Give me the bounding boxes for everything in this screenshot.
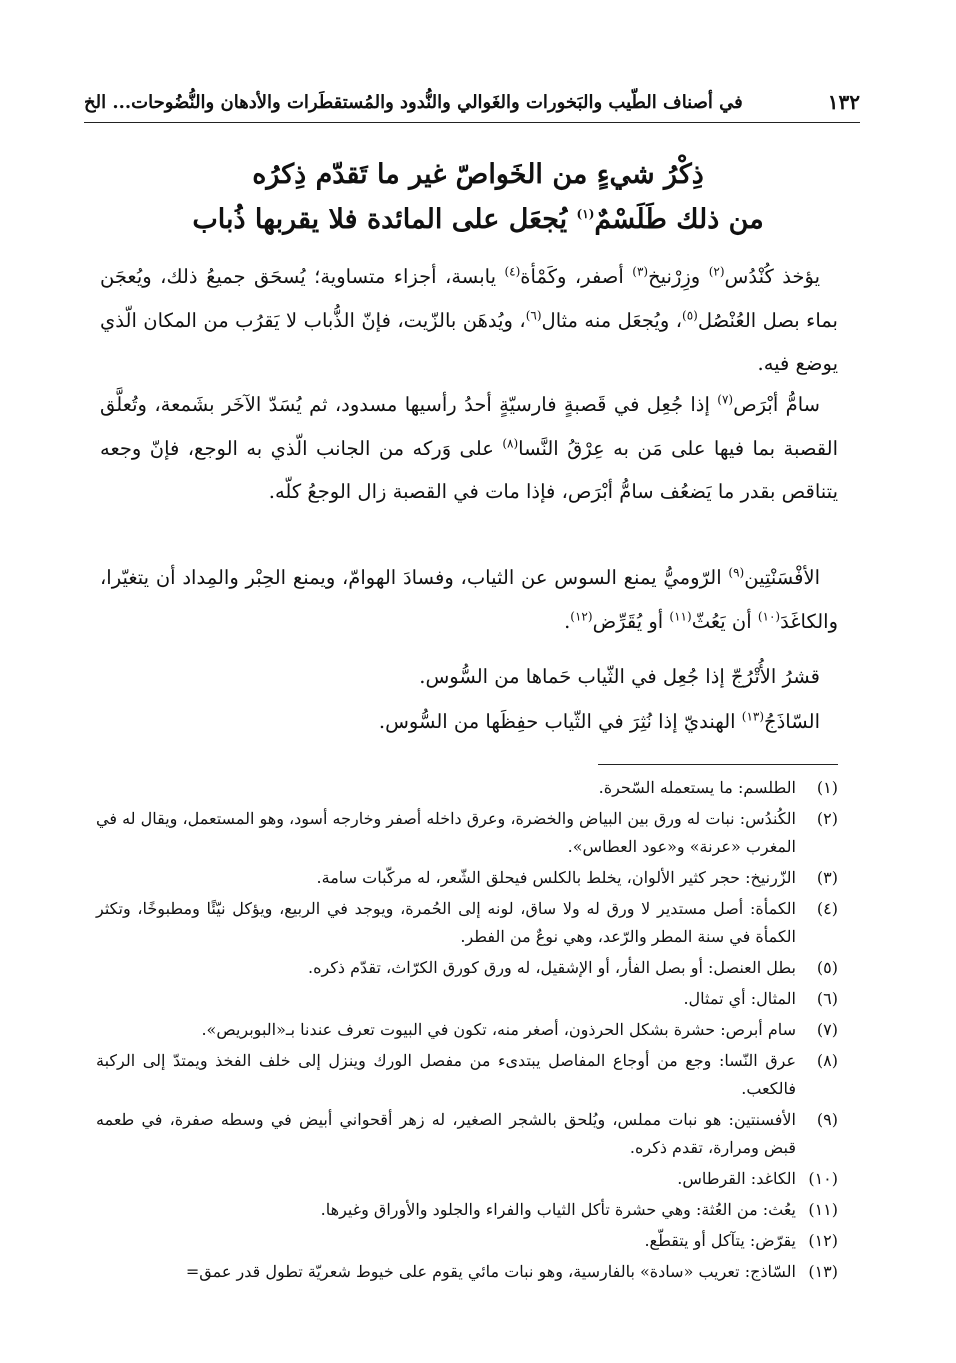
paragraph-4: قشرُ الأُتْرُجّ إذا جُعِل في الثّياب حَماها من السُّوس. <box>419 665 820 688</box>
footnote-item: (٥) بطل العنصل: أو بصل الفأر، أو الإشقيل، له ورق كورق الكرّاث، تقدّم ذكره. <box>307 958 838 977</box>
footnote-item: (٧) سام أبرص: حشرة بشكل الحرذون، أصغر منه، تكون في البيوت تعرف عندنا بـ«البوبريص». <box>201 1020 838 1039</box>
footnote-ref: (٥) <box>682 308 698 322</box>
footnote-item: (١) الطلسم: ما يستعمله السّحرة. <box>598 778 838 797</box>
paragraph-2: سامُّ أبْرَص$^{(٧)}$ إذا جُعِل في قَصبةٍ فارسيّةٍ أحدُ رأسيها مسدود، ثم يُسَدّ الآخَر بشَمعة، وتُعلَّق القصبة بما فيها على مَن به عِرْقُ النَّسا$^{(٨)}$ على وَركه من الجانب الّذي به الوجع، فإنّ وجعه يتناقص بقدر ما يَضعُف سامُّ أبْرَص، فإذا مات في القصبة زال الوجعُ كلّه. <box>100 392 838 503</box>
footnote-ref: (٨) <box>502 436 519 450</box>
footnote-item: (١٠) الكاغد: القرطاس. <box>677 1169 838 1188</box>
paragraph-1: يؤخذ كُنْدُس$^{(٢)}$ وزِرْنيخ$^{(٣)}$ أصفر، وكَمْأة$^{(٤)}$ يابسة، أجزاء متساوية؛ يُسحَق جميعُ ذلك، ويُعجَن بماء بصل العُنْصُل$^{(٥)}$، ويُجعَل منه مثال$^{(٦)}$، ويُدهَن بالزّيت، فإنّ الذُّباب لا يَقرُب من المكان الّذي يوضع فيه. <box>100 264 838 375</box>
section-title-line-2: من ذلك طَلَسْمٌ$^{(١)}$ يُجعَل على المائدة فلا يقربها ذُباب <box>192 204 764 235</box>
footnote-ref: (١) <box>576 207 595 221</box>
page-number: ١٣٢ <box>827 90 860 114</box>
footnote-item: (١٢) يقرّض: يتآكل أو يتقطّع. <box>644 1231 838 1250</box>
footnote-ref: (٧) <box>717 392 734 407</box>
footnote-item: (١١) يعُث: من العُثة: وهي حشرة تأكل الثياب والفراء والجلود والأوراق وغيرها. <box>320 1200 838 1219</box>
footnote-item: (٩) الأفسنتين: هو نبات مملس، ويُلحق بالشجر الصغير، له زهر أقحواني أبيض في وسطه صفرة، في طعمه قبض ومرارة، تقدم ذكره. <box>96 1110 838 1157</box>
footnote-ref: (٣) <box>632 264 649 279</box>
footnote-ref: (٤) <box>504 264 521 279</box>
footnote-ref: (٩) <box>728 565 745 580</box>
footnote-ref: (١٢) <box>570 609 593 623</box>
footnote-item: (٢) الكُندُس: نبات له ورق بين البياض والخضرة، وعرق داخله أصفر وخارجه أسود، وهو المستعمل، ويقال له في المغرب «عرنة» و«عود العطاس». <box>96 809 838 856</box>
footnote-item: (٣) الزّرنيخ: حجر كثير الألوان، يخلط بالكلس فيحلق الشّعر، له مركّبات سامة. <box>316 868 838 887</box>
section-title-line-1: ذِكْرُ شيءٍ من الخَواصّ غير ما تَقدّم ذِكرُه <box>252 159 704 190</box>
paragraph-3: الأفْسَنْتِين$^{(٩)}$ الرّوميُّ يمنع السوس عن الثياب، وفسادَ الهوامّ، ويمنع الحِبْر والمِداد أن يتغيّرا، والكاغَدَ$^{(١٠)}$ أن يَعُثّ$^{(١١)}$ أو يُقَرِّض$^{(١٢)}$. <box>100 565 838 633</box>
footnote-ref: (١٠) <box>757 609 781 623</box>
footnote-ref: (٦) <box>525 308 542 322</box>
footnote-ref: (٢) <box>708 264 725 279</box>
footnote-item: (٤) الكمأة: أصل مستدير لا ورق له ولا ساق، لونه إلى الحُمرة، ويوجد في الربيع، ويؤكل نيّئًا ومطبوخًا، وتكثر الكمأة في سنة المطر والرّعد، وهي نوعٌ من الفطر. <box>96 899 838 946</box>
footnote-ref: (١٣) <box>741 709 765 724</box>
footnote-item: (٦) المثال: أي تمثال. <box>683 989 838 1008</box>
footnote-ref: (١١) <box>669 609 692 623</box>
running-title: في أصناف الطّيب والبَخورات والغَوالي والنُّدود والمُستقطَرات والأدهان والنُّضُوحات... الخ <box>84 91 743 113</box>
footnote-item: (١٣) السّاذج: تعريب «سادة» بالفارسية، وهو نبات مائي يقوم على خيوط شعريّة تطول قدر عمق= <box>185 1262 838 1281</box>
running-header <box>84 82 860 123</box>
paragraph-5: السّاذَجُ$^{(١٣)}$ الهنديّ إذا نُثِرَ في الثّياب حفِظَها من السُّوس. <box>378 709 820 733</box>
footnotes <box>96 774 838 1289</box>
footnote-separator <box>598 764 838 765</box>
footnote-item: (٨) عرق النّسا: وجع من أوجاع المفاصل يبتدىء من مفصل الورك وينزل إلى خلف الفخذ ويمتدّ إلى الركبة فالكعب. <box>96 1051 838 1098</box>
